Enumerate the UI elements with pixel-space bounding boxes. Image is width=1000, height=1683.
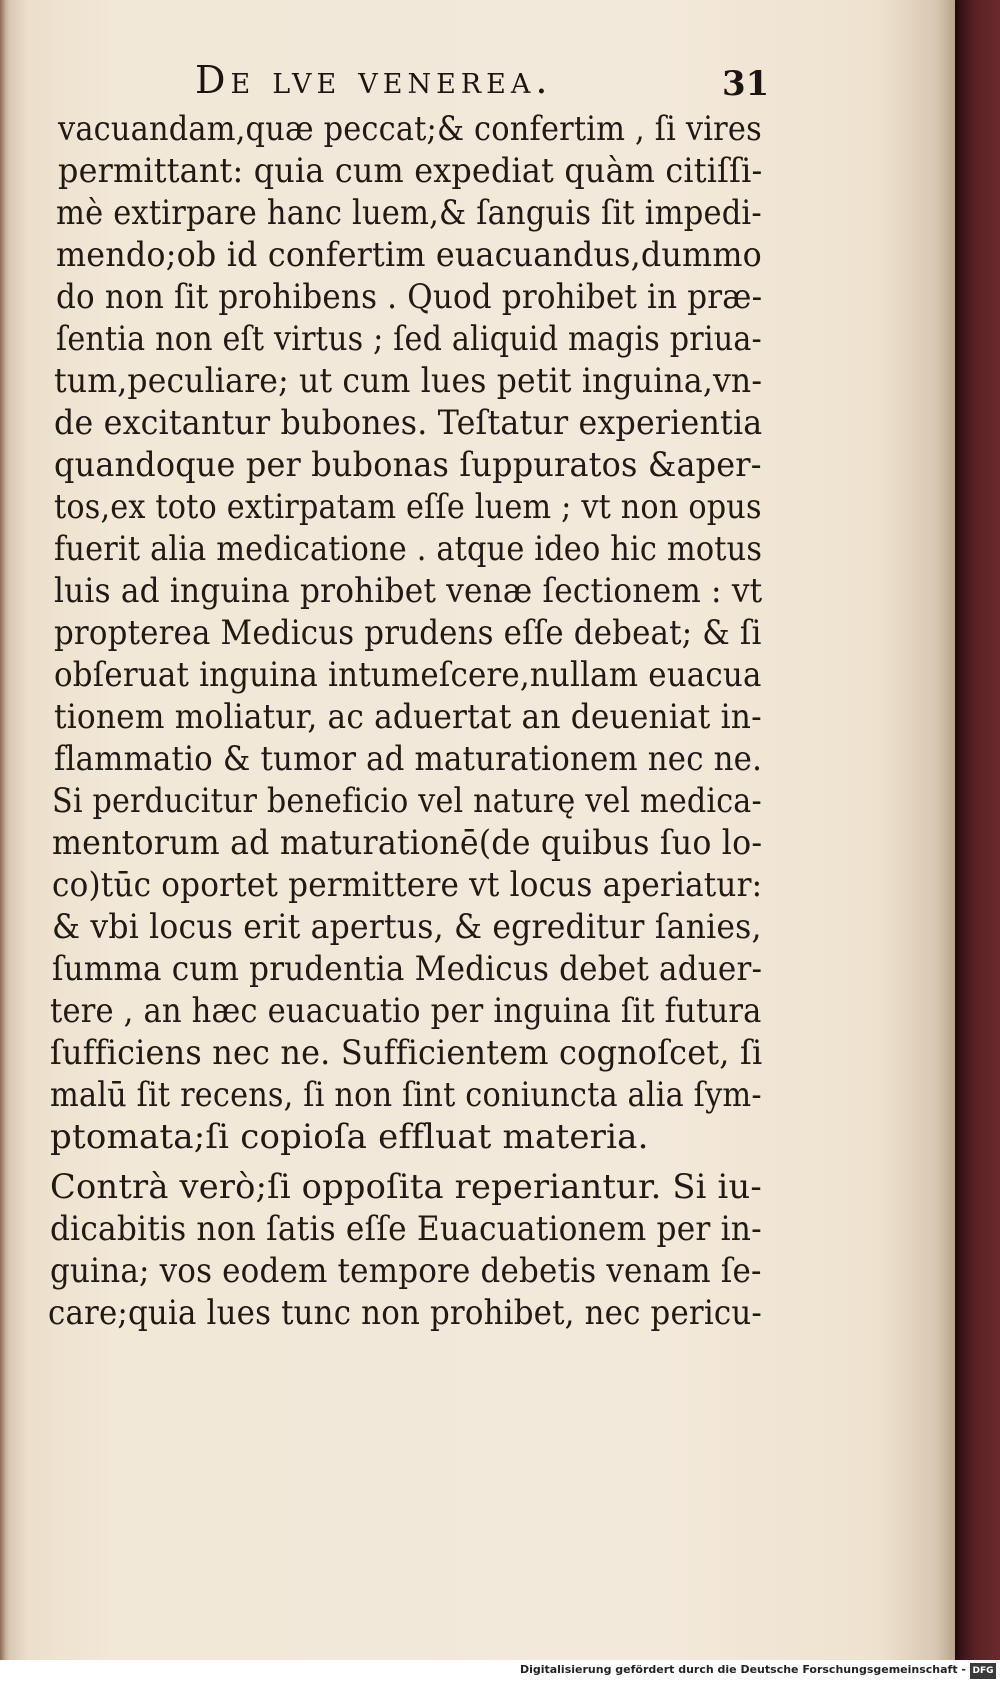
text-line: propterea Medicus prudens eſſe debeat; & ſi (54, 613, 762, 653)
text-line: Contrà verò;ſi oppoſita reperiantur. Si iu- (50, 1167, 762, 1207)
page-number: 31 (722, 64, 770, 104)
text-line: obſeruat inguina intumeſcere,nullam euacua (54, 655, 762, 695)
text-line: dicabitis non ſatis eſſe Euacuationem per in- (50, 1209, 762, 1249)
dfg-logo: DFG (970, 1663, 996, 1679)
book-cover-edge (955, 0, 1000, 1683)
funding-credit: Digitalisierung gefördert durch die Deutsche Forschungsgemeinschaft - (519, 1663, 966, 1676)
text-line: malū ſit recens, ſi non ſint coniuncta alia ſym- (50, 1075, 762, 1115)
text-line: vacuandam,quæ peccat;& confertim , ſi vires (58, 109, 762, 149)
text-line: guina; vos eodem tempore debetis venam ſe- (50, 1251, 762, 1291)
text-line: Si perducitur beneficio vel naturę vel medica- (52, 781, 762, 821)
text-line: care;quia lues tunc non prohibet, nec pericu- (48, 1293, 762, 1333)
text-line: mendo;ob id confertim euacuandus,dummo (56, 235, 762, 275)
text-line: fuerit alia medicatione . atque ideo hic motus (54, 529, 763, 569)
page-gutter-shadow (0, 0, 10, 1660)
text-line: ſentia non eſt virtus ; ſed aliquid magis priua- (56, 319, 762, 359)
text-line: flammatio & tumor ad maturationem nec ne. (54, 739, 763, 779)
text-line: tionem moliatur, ac aduertat an deueniat in- (54, 697, 762, 737)
running-head: De lve venerea. (195, 58, 553, 102)
text-line: ſumma cum prudentia Medicus debet aduer- (52, 949, 763, 989)
text-line: mentorum ad maturationē(de quibus ſuo lo- (52, 823, 763, 863)
text-line: mè extirpare hanc luem,& ſanguis ſit impedi- (56, 193, 762, 233)
footer-bar (0, 1660, 1000, 1683)
text-line: quandoque per bubonas ſuppuratos &aper- (54, 445, 762, 485)
text-line: co)tūc oportet permittere vt locus aperiatur: (52, 865, 763, 905)
text-line: permittant: quia cum expediat quàm citiſſi- (58, 151, 763, 191)
text-line: luis ad inguina prohibet venæ ſectionem : vt (54, 571, 763, 611)
text-line: ptomata;ſi copioſa effluat materia. (50, 1117, 649, 1157)
text-line: & vbi locus erit apertus, & egreditur ſanies, (52, 907, 762, 947)
text-line: tos,ex toto extirpatam eſſe luem ; vt non opus (54, 487, 762, 527)
text-line: de excitantur bubones. Teſtatur experientia (54, 403, 763, 443)
text-line: tere , an hæc euacuatio per inguina ſit futura (50, 991, 762, 1031)
text-line: tum,peculiare; ut cum lues petit inguina,vn- (54, 361, 763, 401)
text-line: do non ſit prohibens . Quod prohibet in præ- (56, 277, 763, 317)
text-line: ſufficiens nec ne. Sufficientem cognoſcet, ſi (50, 1033, 763, 1073)
